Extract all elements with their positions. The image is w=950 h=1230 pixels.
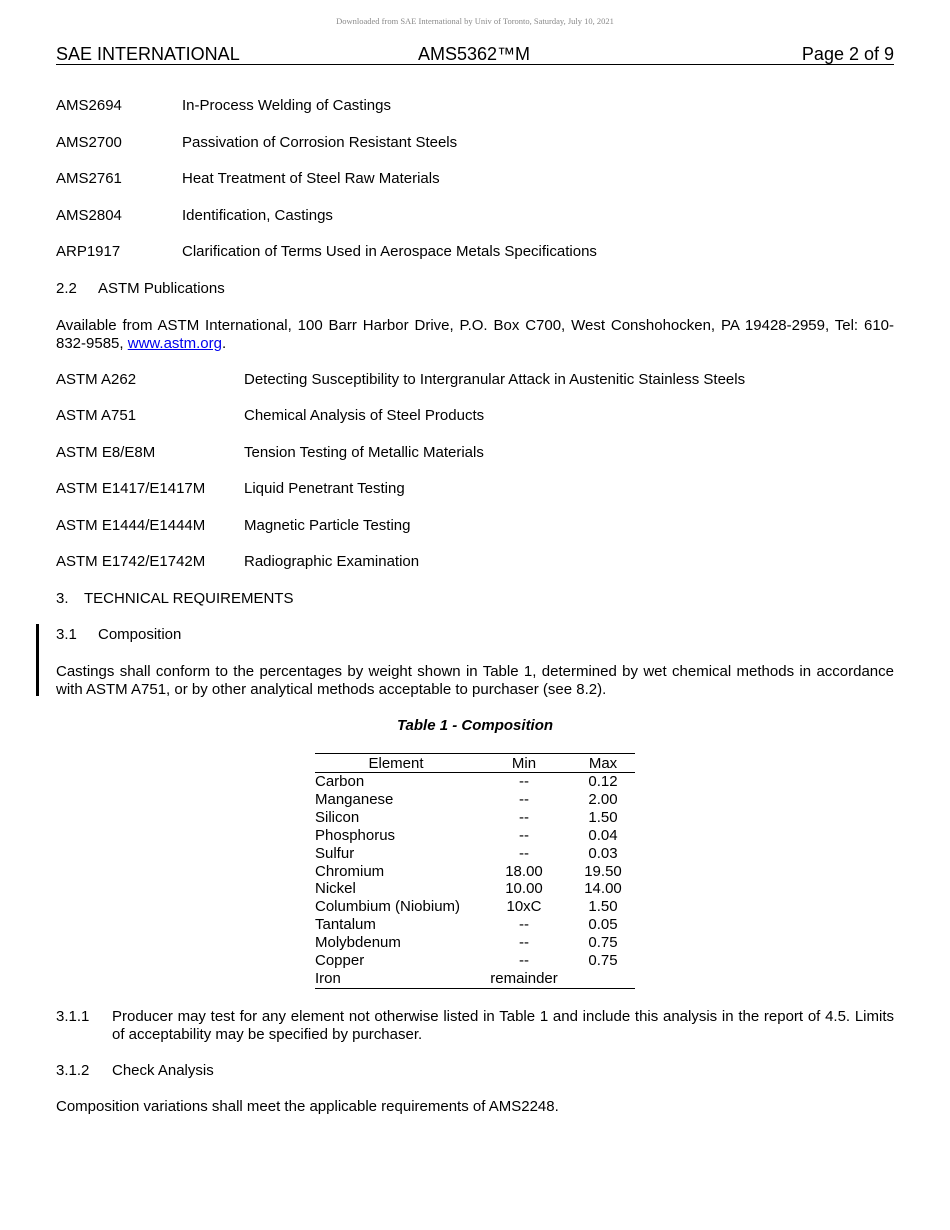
reference-code: ASTM E1444/E1444M — [56, 517, 206, 534]
cell-min: -- — [519, 808, 529, 826]
cell-element: Nickel — [315, 880, 356, 898]
table-row — [315, 952, 635, 970]
cell-element: Carbon — [315, 773, 365, 790]
reference-title: Radiographic Examination — [244, 553, 420, 570]
table-row — [315, 863, 635, 881]
download-watermark: Downloaded from SAE International by Univ of Toronto, Saturday, July 10, 2021 — [336, 16, 614, 26]
composition-table — [315, 753, 635, 989]
cell-element: Molybdenum — [315, 934, 401, 952]
section-number: 3.1.2 — [56, 1062, 90, 1079]
cell-max: 1.50 — [588, 808, 618, 826]
reference-code: AMS2700 — [56, 134, 122, 151]
section-3-1-1 — [56, 1008, 894, 1044]
cell-element: Phosphorus — [315, 826, 396, 844]
table-row — [315, 880, 635, 898]
cell-max: 19.50 — [584, 862, 622, 880]
table-row — [315, 934, 635, 952]
cell-element: Manganese — [315, 790, 394, 808]
reference-title: Chemical Analysis of Steel Products — [244, 407, 485, 424]
astm-link[interactable]: www.astm.org — [127, 335, 222, 352]
column-header-min: Min — [477, 754, 571, 773]
reference-code: AMS2804 — [56, 207, 122, 224]
page-header — [56, 44, 894, 65]
cell-min: 10.00 — [505, 880, 543, 898]
section-title: Check Analysis — [112, 1062, 214, 1079]
header-page-number: Page 2 of 9 — [801, 44, 894, 64]
reference-code: ASTM A751 — [56, 407, 137, 424]
reference-code: ASTM E8/E8M — [56, 444, 156, 461]
section-title: ASTM Publications — [98, 280, 225, 297]
reference-code: AMS2694 — [56, 97, 122, 114]
cell-min: -- — [519, 952, 529, 970]
reference-title: Clarification of Terms Used in Aerospace Metals Specifications — [182, 243, 597, 260]
section-text: Producer may test for any element not otherwise listed in Table 1 and include this analysis in the report of 4.5. Limits of acceptability may be specified by purchaser. — [112, 1008, 894, 1043]
table-caption: Table 1 - Composition — [396, 717, 554, 734]
reference-code: ASTM E1742/E1742M — [56, 553, 206, 570]
header-publisher: SAE INTERNATIONAL — [56, 44, 240, 64]
cell-max: 14.00 — [584, 880, 622, 898]
composition-paragraph: Castings shall conform to the percentages by weight shown in Table 1, determined by wet chemical methods in accordance with ASTM A751, or by other analytical methods acceptable to purchaser (see 8.2). — [56, 663, 894, 698]
cell-element: Chromium — [315, 862, 385, 880]
revision-change-bar — [36, 624, 39, 696]
reference-code: ARP1917 — [56, 243, 121, 260]
cell-max: 0.75 — [588, 934, 618, 952]
table-row — [315, 898, 635, 916]
cell-min: -- — [519, 844, 529, 862]
table-row — [315, 809, 635, 827]
table-row — [315, 916, 635, 934]
section-title: Composition — [98, 626, 182, 643]
cell-element: Sulfur — [315, 844, 355, 862]
table-row — [315, 827, 635, 845]
cell-element: Iron — [315, 970, 477, 988]
table-row — [315, 791, 635, 809]
check-analysis-paragraph: Composition variations shall meet the applicable requirements of AMS2248. — [56, 1098, 559, 1115]
section-number: 2.2 — [56, 280, 77, 297]
cell-max: 0.05 — [588, 916, 618, 934]
cell-max: 0.04 — [588, 826, 618, 844]
table-header-row — [315, 754, 635, 773]
cell-max — [571, 970, 635, 988]
astm-availability-paragraph — [56, 317, 894, 353]
cell-element: Columbium (Niobium) — [315, 898, 461, 916]
reference-title: Magnetic Particle Testing — [244, 517, 411, 534]
cell-element: Copper — [315, 952, 365, 970]
table-row — [315, 970, 635, 988]
availability-end: . — [221, 335, 227, 352]
section-number: 3. — [56, 590, 69, 607]
cell-max: 0.75 — [588, 952, 618, 970]
header-doc-number: AMS5362™M — [418, 44, 531, 64]
cell-min: remainder — [477, 970, 571, 988]
reference-title: Identification, Castings — [182, 207, 333, 224]
reference-title: Tension Testing of Metallic Materials — [244, 444, 484, 461]
cell-min: -- — [519, 773, 529, 790]
cell-min: -- — [519, 790, 529, 808]
cell-min: 18.00 — [505, 862, 543, 880]
section-number: 3.1.1 — [56, 1008, 90, 1025]
reference-title: Passivation of Corrosion Resistant Steels — [182, 134, 458, 151]
reference-code: ASTM A262 — [56, 371, 137, 388]
cell-element: Silicon — [315, 808, 360, 826]
cell-min: -- — [519, 916, 529, 934]
cell-min: -- — [519, 934, 529, 952]
section-title: TECHNICAL REQUIREMENTS — [84, 590, 294, 607]
cell-element: Tantalum — [315, 916, 376, 934]
column-header-element: Element — [315, 754, 477, 773]
reference-code: AMS2761 — [56, 170, 122, 187]
cell-max: 2.00 — [588, 790, 618, 808]
cell-min: -- — [519, 826, 529, 844]
reference-title: In-Process Welding of Castings — [182, 97, 391, 114]
cell-max: 0.03 — [588, 844, 618, 862]
section-number: 3.1 — [56, 626, 77, 643]
reference-code: ASTM E1417/E1417M — [56, 480, 206, 497]
cell-max: 1.50 — [588, 898, 618, 916]
table-row — [315, 773, 635, 791]
reference-title: Liquid Penetrant Testing — [244, 480, 405, 497]
reference-title: Detecting Susceptibility to Intergranular Attack in Austenitic Stainless Steels — [244, 371, 746, 388]
availability-text: Available from ASTM International, 100 Barr Harbor Drive, P.O. Box C700, West Conshohocken, PA 19428-2959, Tel: 610-832-9585, — [56, 317, 894, 352]
table-row — [315, 845, 635, 863]
reference-title: Heat Treatment of Steel Raw Materials — [182, 170, 440, 187]
cell-min: 10xC — [506, 898, 542, 916]
column-header-max: Max — [571, 754, 635, 773]
cell-max: 0.12 — [588, 773, 618, 790]
